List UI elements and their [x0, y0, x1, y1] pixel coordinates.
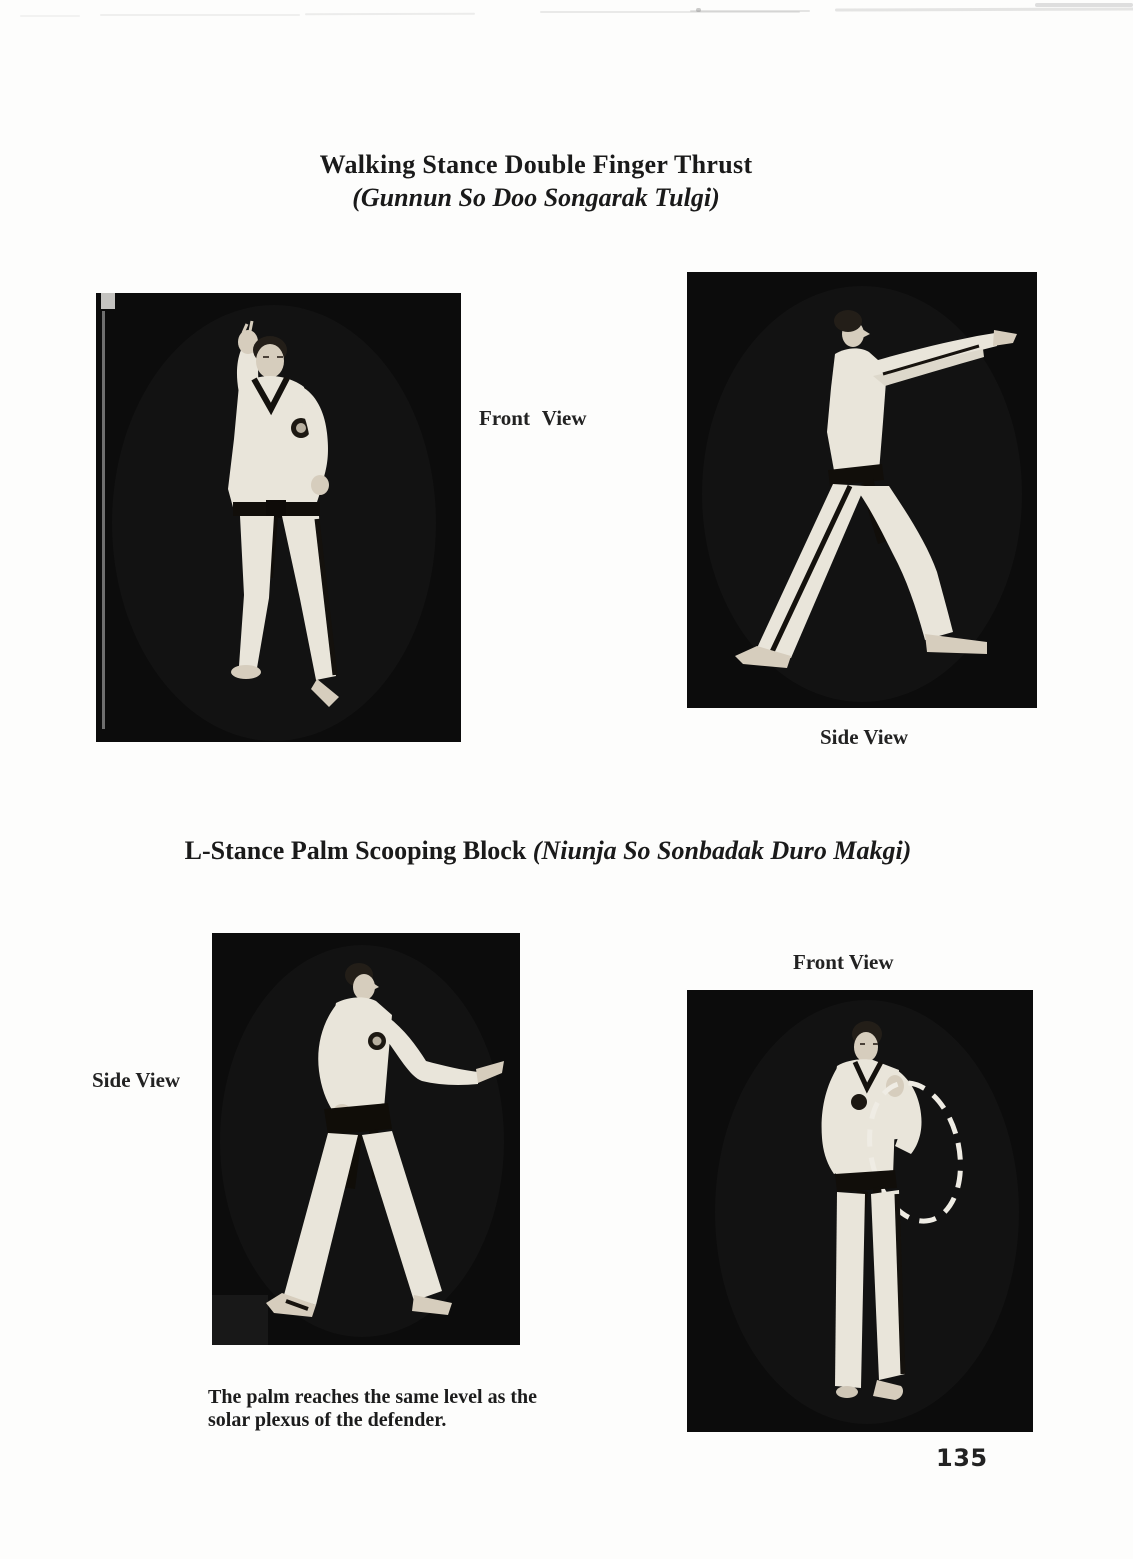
martial-artist-scooping-front-figure	[687, 990, 1033, 1432]
photo-caption	[208, 1386, 604, 1432]
photo-lstance-front-view	[687, 990, 1033, 1432]
section2-title-english: L-Stance Palm Scooping Block	[184, 836, 527, 865]
caption-line-1: The palm reaches the same level as the	[208, 1386, 538, 1408]
photo-lstance-side-view	[212, 933, 520, 1345]
photo-walking-stance-side-view	[687, 272, 1037, 708]
caption-line-2: solar plexus of the defender.	[208, 1409, 447, 1431]
side-view-label-section1: Side View	[820, 725, 909, 749]
martial-artist-front-thrust-figure	[96, 293, 461, 742]
front-view-label-section2: Front View	[793, 950, 894, 974]
martial-artist-scooping-side-figure	[212, 933, 520, 1345]
section2-title-korean: (Niunja So Sonbadak Duro Makgi)	[532, 836, 912, 865]
side-view-label-section2: Side View	[92, 1068, 181, 1092]
scan-streak	[1035, 3, 1133, 7]
scan-streak	[690, 10, 810, 12]
scan-streak	[100, 14, 300, 16]
photo-walking-stance-front-view	[96, 293, 461, 742]
scan-streak	[835, 7, 1133, 11]
section1-subtitle: (Gunnun So Doo Songarak Tulgi)	[352, 183, 720, 212]
scan-streak	[20, 15, 80, 17]
section2-title	[0, 836, 1096, 866]
section1-title: Walking Stance Double Finger Thrust	[319, 150, 753, 179]
scan-streak	[696, 8, 701, 12]
martial-artist-side-thrust-figure	[687, 272, 1037, 708]
section1-title-block	[0, 150, 1072, 213]
scan-streak	[305, 13, 475, 16]
page-number: 135	[936, 1444, 988, 1472]
front-view-label-section1: Front View	[479, 406, 587, 430]
